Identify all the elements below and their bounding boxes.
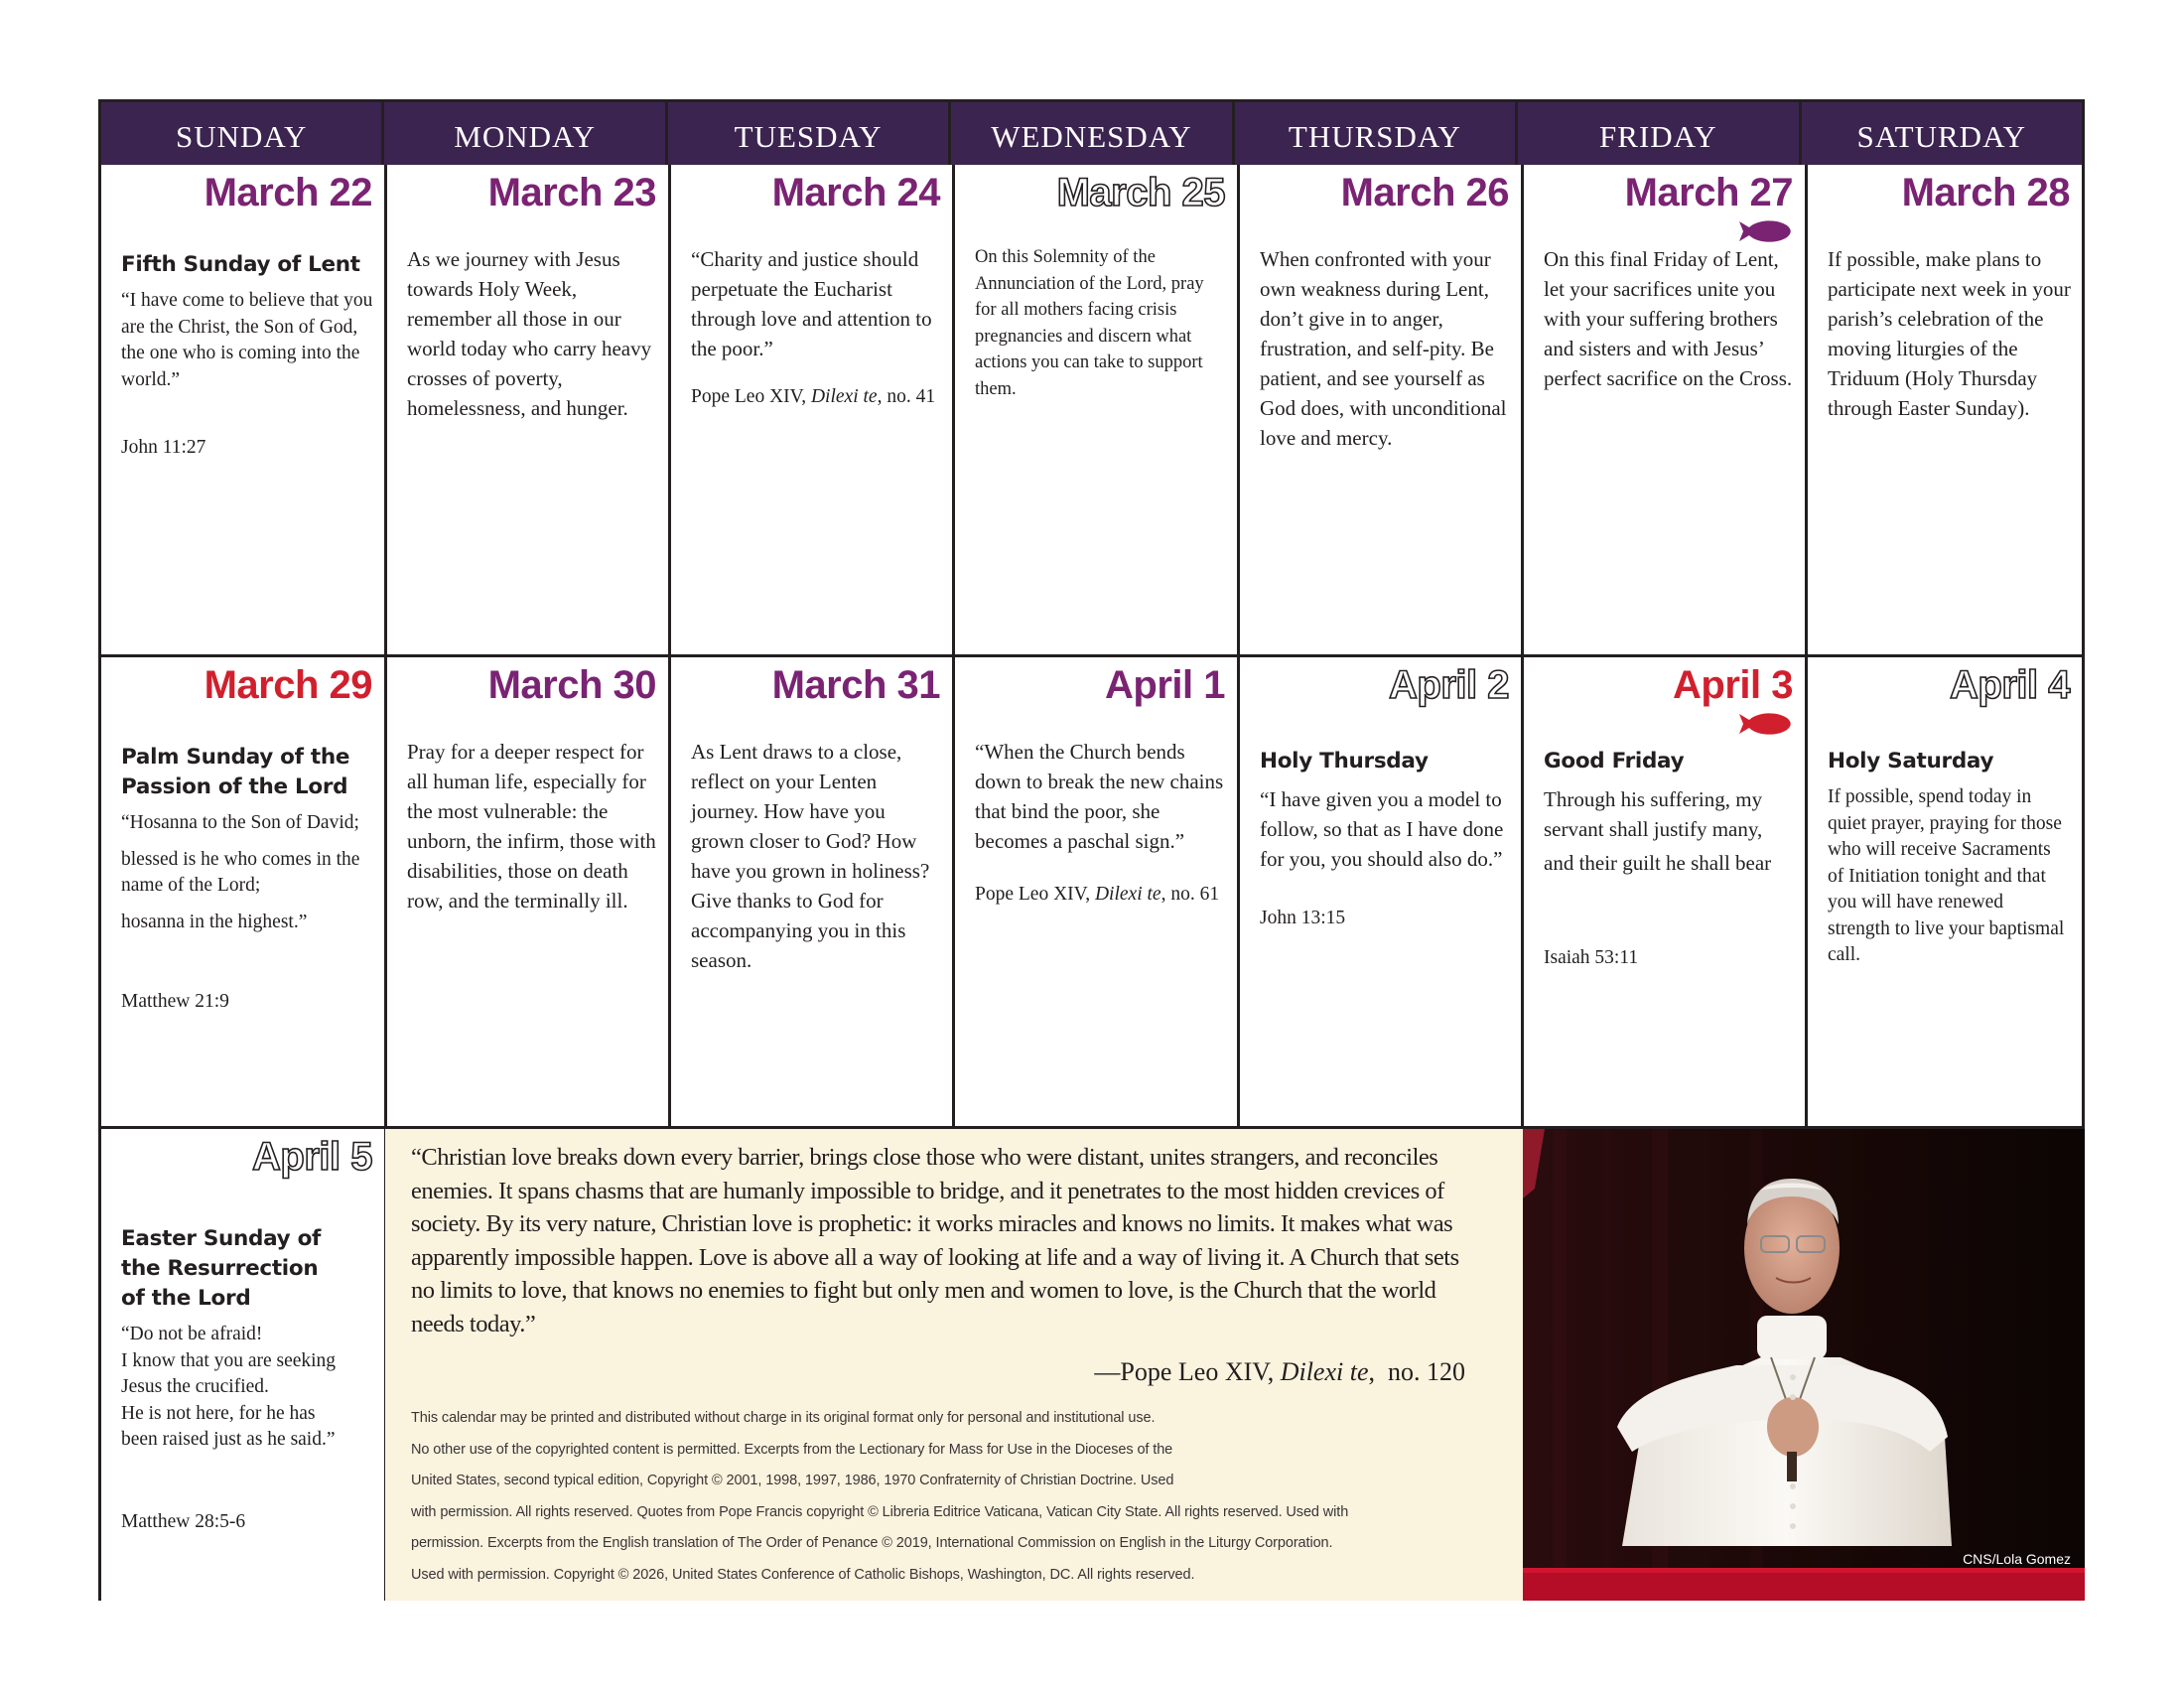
day-cell-march-26 <box>1240 165 1524 657</box>
reflection-text: If possible, make plans to participate next week in your parish’s celebration of the moving liturgies of the Triduum (Holy Thursday through Easter Sunday). <box>1828 247 2071 420</box>
scripture-reference: John 13:15 <box>1260 908 1346 928</box>
copyright-line: Used with permission. Copyright © 2026, United States Conference of Catholic Bishops, Washington, DC. All rights reserved. <box>411 1566 1195 1583</box>
scripture-quote: “I have come to believe that you are the Christ, the Son of God, <box>121 290 373 338</box>
date-label: March 30 <box>487 663 656 707</box>
day-cell-april-1 <box>955 657 1240 1129</box>
day-cell-april-3 <box>1524 657 1808 1129</box>
date-label: March 25 <box>1056 171 1225 214</box>
day-cell-march-25 <box>955 165 1240 657</box>
scripture-quote: blessed is he who comes in the name of the Lord; <box>121 848 360 896</box>
day-cell-march-27 <box>1524 165 1808 657</box>
date-label: March 27 <box>1624 171 1793 214</box>
attribution-author: —Pope Leo XIV, <box>1094 1357 1275 1386</box>
calendar-grid <box>98 99 2085 1601</box>
source-work: Dilexi te <box>810 386 878 407</box>
source-number: , no. 61 <box>1160 884 1220 905</box>
day-cell-april-2 <box>1240 657 1524 1129</box>
scripture-quote: Jesus the crucified. <box>121 1376 269 1397</box>
date-label: April 5 <box>252 1135 372 1179</box>
date-label: March 22 <box>204 171 372 214</box>
date-label: April 1 <box>1105 663 1225 707</box>
weekday-saturday: SATURDAY <box>1856 119 2026 154</box>
copyright-line: No other use of the copyrighted content is permitted. Excerpts from the Lectionary for Mass for Use in the Dioceses of the <box>411 1441 1173 1458</box>
weekday-friday: FRIDAY <box>1518 102 1801 165</box>
source-author: Pope Leo XIV, <box>691 386 807 407</box>
date-label: April 2 <box>1389 663 1509 707</box>
weekday-header <box>101 102 2082 165</box>
scripture-quote: hosanna in the highest.” <box>121 911 308 932</box>
feast-title: Holy Saturday <box>1828 749 1994 774</box>
scripture-quote: the one who is coming into the world.” <box>121 343 360 390</box>
papal-quote: “Charity and justice should perpetuate the Eucharist through love and attention to the poor.” <box>691 247 932 360</box>
date-label: March 23 <box>487 171 656 214</box>
date-label: March 29 <box>204 663 372 707</box>
feature-quote-panel <box>385 1129 1523 1601</box>
reflection-text: As we journey with Jesus towards Holy Week, remember all those in our world today who carry heavy crosses of poverty, homelessness, and hunger. <box>407 247 652 420</box>
feature-quote-attribution <box>1094 1357 1465 1387</box>
date-label: March 24 <box>771 171 940 214</box>
day-cell-april-4 <box>1808 657 2082 1129</box>
quote-source <box>691 383 942 411</box>
reflection-text: When confronted with your own weakness during Lent, don’t give in to anger, frustration, and self-pity. Be patient, and see yourself as God does, with unconditional love and mercy. <box>1260 247 1507 450</box>
fish-icon <box>1739 218 1791 244</box>
scripture-reference: Isaiah 53:11 <box>1544 947 1639 968</box>
feast-title: Easter Sunday of the Resurrection of the Lord <box>121 1226 322 1311</box>
weekday-thursday: THURSDAY <box>1235 102 1518 165</box>
scripture-quote: He is not here, for he has <box>121 1402 316 1424</box>
feast-title: Palm Sunday of the Passion of the Lord <box>121 745 350 799</box>
feast-title: Fifth Sunday of Lent <box>121 252 360 277</box>
weekday-tuesday: TUESDAY <box>668 102 951 165</box>
reflection-text: As Lent draws to a close, reflect on your Lenten journey. How have you grown closer to God? How have you grown in holiness? Give thanks to God for accompanying you in this season. <box>691 740 930 972</box>
copyright-line: with permission. All rights reserved. Quotes from Pope Francis copyright © Libreria Editrice Vaticana, Vatican City State. All rights reserved. Used with <box>411 1503 1349 1520</box>
copyright-line: This calendar may be printed and distributed without charge in its original format only for personal and institutional use. <box>411 1410 1156 1426</box>
weekday-monday: MONDAY <box>384 102 667 165</box>
scripture-quote: Through his suffering, my servant shall justify many, <box>1544 787 1763 841</box>
scripture-quote: “Hosanna to the Son of David; <box>121 812 359 833</box>
copyright-line: permission. Excerpts from the English translation of The Order of Penance © 2019, International Commission on English in the Liturgy Corporation. <box>411 1535 1333 1551</box>
scripture-reference: Matthew 21:9 <box>121 991 229 1012</box>
scripture-quote: I know that you are seeking <box>121 1349 337 1371</box>
day-cell-march-30 <box>387 657 671 1129</box>
photo-credit: CNS/Lola Gomez <box>1963 1551 2071 1567</box>
reflection-text: On this final Friday of Lent, let your sacrifices unite you with your suffering brothers and sisters and with Jesus’ perfect sacrifice on the Cross. <box>1544 247 1793 390</box>
day-cell-march-28 <box>1808 165 2082 657</box>
feature-quote-text: “Christian love breaks down every barrier, brings close those who were distant, unites strangers, and reconciles enemies. It spans chasms that are humanly impossible to bridge, and it penetrates to the most hidden crevices of society. By its very nature, Christian love is prophetic: it works miracles and knows no limits. It makes what was apparently impossible happen. Love is above all a way of looking at life and a way of living it. A Church that sets no limits to love, that knows no enemies to fight but only men and women to love, is the Church that the world needs today.” <box>411 1144 1459 1337</box>
day-cell-march-22 <box>101 165 387 657</box>
attribution-number: , no. 120 <box>1368 1357 1465 1386</box>
pope-photo <box>1523 1129 2085 1601</box>
feast-title: Good Friday <box>1544 749 1685 774</box>
scripture-quote: been raised just as he said.” <box>121 1429 336 1450</box>
date-label: March 28 <box>1901 171 2070 214</box>
day-cell-april-5 <box>101 1129 387 1601</box>
fish-icon <box>1739 711 1791 737</box>
date-label: March 31 <box>771 663 940 707</box>
source-number: , no. 41 <box>877 386 936 407</box>
source-work: Dilexi te <box>1094 884 1161 905</box>
scripture-reference: John 11:27 <box>121 437 206 458</box>
scripture-quote: and their guilt he shall bear <box>1544 851 1772 875</box>
scripture-quote: “I have given you a model to follow, so that as I have done for you, you should also do.” <box>1260 787 1504 871</box>
day-cell-march-31 <box>671 657 955 1129</box>
reflection-text: If possible, spend today in quiet prayer, praying for those who will receive Sacraments of Initiation tonight and that you will have renewed strength to live your baptismal call. <box>1828 786 2065 965</box>
weekday-sunday: SUNDAY <box>101 102 384 165</box>
copyright-notice <box>411 1403 1513 1591</box>
copyright-line: United States, second typical edition, Copyright © 2001, 1998, 1997, 1986, 1970 Confraternity of Christian Doctrine. Used <box>411 1473 1174 1488</box>
date-label: April 4 <box>1950 663 2070 707</box>
day-cell-march-24 <box>671 165 955 657</box>
reflection-text: Pray for a deeper respect for all human life, especially for the most vulnerable: the unborn, the infirm, those with disabilities, those on death row, and the terminally ill. <box>407 740 656 913</box>
reflection-text: On this Solemnity of the Annunciation of the Lord, pray for all mothers facing crisis pregnancies and discern what actions you can take to support them. <box>975 247 1204 399</box>
quote-source <box>975 880 1227 910</box>
pope-photo-illustration <box>1523 1129 2085 1601</box>
attribution-work: Dilexi te <box>1280 1357 1369 1386</box>
source-author: Pope Leo XIV, <box>975 884 1091 905</box>
day-cell-march-23 <box>387 165 671 657</box>
papal-quote: “When the Church bends down to break the new chains that bind the poor, she becomes a paschal sign.” <box>975 740 1224 853</box>
feast-title: Holy Thursday <box>1260 749 1429 774</box>
weekday-wednesday: WEDNESDAY <box>951 102 1234 165</box>
date-label: April 3 <box>1673 663 1793 707</box>
scripture-quote: “Do not be afraid! <box>121 1324 263 1344</box>
date-label: March 26 <box>1340 171 1509 214</box>
scripture-reference: Matthew 28:5-6 <box>121 1510 246 1532</box>
day-cell-march-29 <box>101 657 387 1129</box>
